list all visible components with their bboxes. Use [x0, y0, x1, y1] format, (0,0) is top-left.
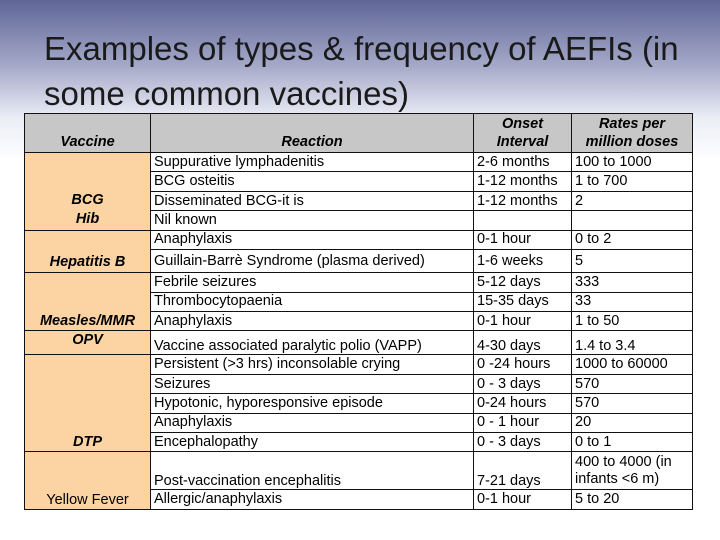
reaction-cell: Vaccine associated paralytic polio (VAPP): [151, 331, 474, 355]
vaccine-cell-yellow-fever: Yellow Fever: [25, 452, 151, 510]
onset-cell: 0 - 3 days: [474, 374, 572, 393]
aefi-table: [24, 113, 693, 510]
rate-cell: 1000 to 60000: [572, 355, 693, 374]
rate-cell: 33: [572, 292, 693, 311]
onset-cell: 0 - 1 hour: [474, 413, 572, 432]
reaction-cell: Post-vaccination encephalitis: [151, 452, 474, 490]
reaction-cell: Anaphylaxis: [151, 311, 474, 330]
reaction-cell: Febrile seizures: [151, 273, 474, 292]
reaction-cell: Suppurative lymphadenitis: [151, 153, 474, 172]
vaccine-cell-measles-mmr: Measles/MMR: [25, 273, 151, 331]
onset-cell: 7-21 days: [474, 452, 572, 490]
reaction-cell: Persistent (>3 hrs) inconsolable crying: [151, 355, 474, 374]
rate-cell: 0 to 1: [572, 433, 693, 452]
onset-cell: 0 - 3 days: [474, 433, 572, 452]
onset-cell: 0-1 hour: [474, 230, 572, 249]
table-header-row: [25, 114, 693, 153]
onset-cell: 15-35 days: [474, 292, 572, 311]
rate-cell: 20: [572, 413, 693, 432]
onset-cell: 1-12 months: [474, 172, 572, 191]
rate-cell: 0 to 2: [572, 230, 693, 249]
vaccine-cell-dtp: DTP: [25, 355, 151, 452]
reaction-cell: Seizures: [151, 374, 474, 393]
onset-cell: 2-6 months: [474, 153, 572, 172]
header-rates: Rates per million doses: [572, 114, 693, 153]
rate-cell: 400 to 4000 (in infants <6 m): [572, 452, 693, 490]
reaction-cell: Allergic/anaphylaxis: [151, 490, 474, 510]
table-row: [25, 153, 693, 172]
onset-cell: 0-1 hour: [474, 311, 572, 330]
rate-cell: 2: [572, 191, 693, 210]
onset-cell: 0-1 hour: [474, 490, 572, 510]
onset-cell: 1-12 months: [474, 191, 572, 210]
reaction-cell: Nil known: [151, 211, 474, 230]
rate-cell: 333: [572, 273, 693, 292]
vaccine-cell-opv: OPV: [25, 331, 151, 355]
vaccine-cell-hepatitis-b: Hepatitis B: [25, 230, 151, 272]
rate-cell: 570: [572, 394, 693, 413]
onset-cell: 1-6 weeks: [474, 250, 572, 273]
table-row: [25, 452, 693, 490]
reaction-cell: Anaphylaxis: [151, 413, 474, 432]
rate-cell: 100 to 1000: [572, 153, 693, 172]
reaction-cell: Encephalopathy: [151, 433, 474, 452]
onset-cell: 0 -24 hours: [474, 355, 572, 374]
onset-cell: [474, 211, 572, 230]
header-onset: Onset Interval: [474, 114, 572, 153]
header-reaction: Reaction: [151, 114, 474, 153]
rate-cell: 570: [572, 374, 693, 393]
rate-cell: 5 to 20: [572, 490, 693, 510]
reaction-cell: BCG osteitis: [151, 172, 474, 191]
rate-cell: 1 to 700: [572, 172, 693, 191]
reaction-cell: Thrombocytopaenia: [151, 292, 474, 311]
reaction-cell: Guillain-Barrè Syndrome (plasma derived): [151, 250, 474, 273]
table-row: [25, 273, 693, 292]
rate-cell: 5: [572, 250, 693, 273]
rate-cell: [572, 211, 693, 230]
reaction-cell: Anaphylaxis: [151, 230, 474, 249]
vaccine-cell-bcg-hib: BCG Hib: [25, 153, 151, 231]
table-row: [25, 331, 693, 355]
rate-cell: 1.4 to 3.4: [572, 331, 693, 355]
reaction-cell: Hypotonic, hyporesponsive episode: [151, 394, 474, 413]
table-row: [25, 230, 693, 249]
reaction-cell: Disseminated BCG-it is: [151, 191, 474, 210]
onset-cell: 5-12 days: [474, 273, 572, 292]
header-vaccine: Vaccine: [25, 114, 151, 153]
table-row: [25, 355, 693, 374]
onset-cell: 4-30 days: [474, 331, 572, 355]
onset-cell: 0-24 hours: [474, 394, 572, 413]
rate-cell: 1 to 50: [572, 311, 693, 330]
slide-title: Examples of types & frequency of AEFIs (in some common vaccines): [44, 30, 679, 112]
aefi-table-frame: [24, 113, 692, 510]
